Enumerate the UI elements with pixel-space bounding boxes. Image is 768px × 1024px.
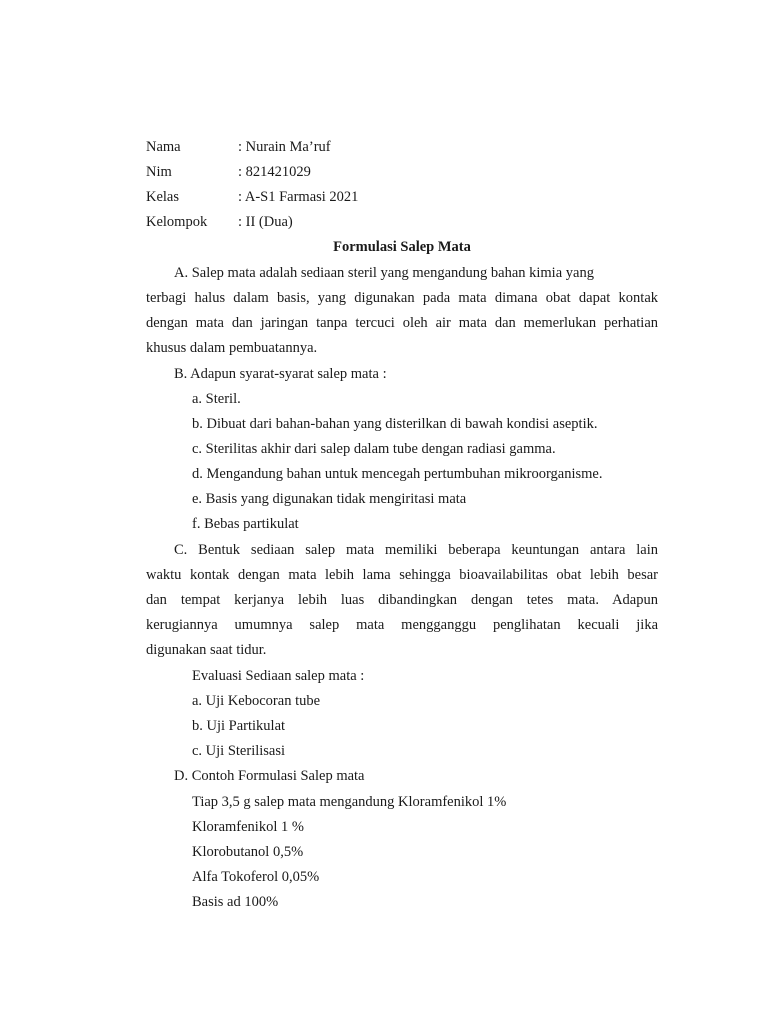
section-a-line: A. Salep mata adalah sediaan steril yang mengandung bahan kimia yang bbox=[174, 265, 594, 281]
formula-line: Klorobutanol 0,5% bbox=[192, 844, 304, 860]
list-item: d. Mengandung bahan untuk mencegah pertumbuhan mikroorganisme. bbox=[192, 466, 603, 482]
section-c-line: digunakan saat tidur. bbox=[146, 642, 267, 658]
group-value: : II (Dua) bbox=[238, 214, 293, 230]
list-item: b. Dibuat dari bahan-bahan yang disterilkan di bawah kondisi aseptik. bbox=[192, 416, 598, 432]
list-item: e. Basis yang digunakan tidak mengiritasi mata bbox=[192, 491, 467, 507]
name-value: : Nurain Ma’ruf bbox=[238, 139, 331, 155]
list-item: b. Uji Partikulat bbox=[192, 718, 286, 734]
formula-line: Alfa Tokoferol 0,05% bbox=[192, 869, 320, 885]
evaluation-heading: Evaluasi Sediaan salep mata : bbox=[192, 668, 365, 684]
list-item: f. Bebas partikulat bbox=[192, 516, 299, 532]
section-b-heading: B. Adapun syarat-syarat salep mata : bbox=[174, 366, 387, 382]
section-c-line: waktu kontak dengan mata lebih lama sehingga bioavailabilitas obat lebih besar bbox=[146, 567, 658, 583]
formula-line: Tiap 3,5 g salep mata mengandung Kloramfenikol 1% bbox=[192, 794, 507, 810]
list-item: c. Sterilitas akhir dari salep dalam tube dengan radiasi gamma. bbox=[192, 441, 556, 457]
nim-label: Nim bbox=[146, 164, 172, 180]
nim-value: : 821421029 bbox=[238, 164, 311, 180]
list-item: c. Uji Sterilisasi bbox=[192, 743, 286, 759]
section-a-line: terbagi halus dalam basis, yang digunakan pada mata dimana obat dapat kontak bbox=[146, 290, 658, 306]
section-c-line: dan tempat kerjanya lebih luas dibandingkan dengan tetes mata. Adapun bbox=[146, 592, 658, 608]
section-c-line: C. Bentuk sediaan salep mata memiliki beberapa keuntungan antara lain bbox=[174, 542, 658, 558]
section-a-line: dengan mata dan jaringan tanpa tercuci oleh air mata dan memerlukan perhatian bbox=[146, 315, 658, 331]
section-c-line: kerugiannya umumnya salep mata mengganggu penglihatan kecuali jika bbox=[146, 617, 658, 633]
list-item: a. Uji Kebocoran tube bbox=[192, 693, 321, 709]
class-label: Kelas bbox=[146, 189, 180, 205]
document-title: Formulasi Salep Mata bbox=[333, 239, 471, 255]
class-value: : A-S1 Farmasi 2021 bbox=[238, 189, 359, 205]
formula-line: Basis ad 100% bbox=[192, 894, 279, 910]
group-label: Kelompok bbox=[146, 214, 208, 230]
section-a-line: khusus dalam pembuatannya. bbox=[146, 340, 318, 356]
section-d-heading: D. Contoh Formulasi Salep mata bbox=[174, 768, 365, 784]
list-item: a. Steril. bbox=[192, 391, 241, 407]
formula-line: Kloramfenikol 1 % bbox=[192, 819, 304, 835]
name-label: Nama bbox=[146, 139, 181, 155]
